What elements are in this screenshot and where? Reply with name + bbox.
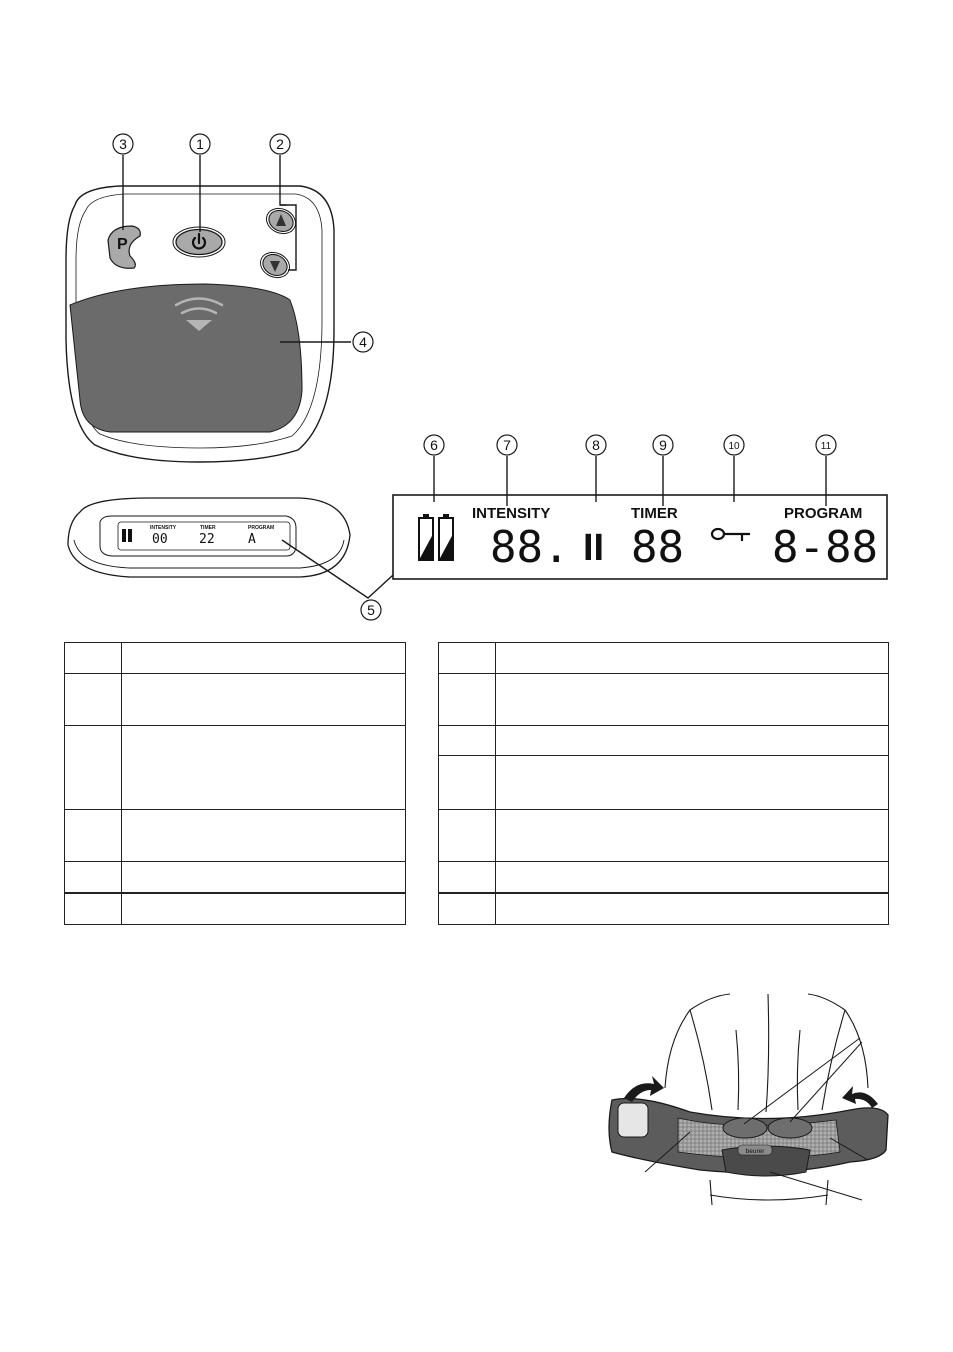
table-row <box>439 893 889 925</box>
lcd-intensity-digits: 88. <box>490 522 570 573</box>
table-row <box>439 674 889 726</box>
table-row <box>65 674 406 726</box>
callout-7: 7 <box>503 437 511 453</box>
lcd-timer-digits: 88 <box>631 522 684 573</box>
lcd-display-detail <box>393 495 887 579</box>
table-row <box>439 643 889 674</box>
callout-1: 1 <box>196 136 204 152</box>
small-label-program: PROGRAM <box>248 525 275 531</box>
program-button-label: P <box>117 236 128 253</box>
callout-9: 9 <box>659 437 667 453</box>
lcd-pause-symbol: II <box>583 527 605 569</box>
table-row <box>65 643 406 674</box>
callout-4: 4 <box>359 334 367 350</box>
callout-6: 6 <box>430 437 438 453</box>
callout-2: 2 <box>276 136 284 152</box>
table-row <box>65 726 406 810</box>
wrap-arrow-right-icon <box>842 1086 878 1108</box>
table-row <box>439 810 889 862</box>
power-button[interactable] <box>173 227 225 257</box>
lcd-label-intensity: INTENSITY <box>472 505 551 522</box>
controller-side-view <box>68 498 350 577</box>
callout-10: 10 <box>728 441 740 452</box>
lcd-program-digits: 8-88 <box>772 522 878 573</box>
table-row <box>439 862 889 893</box>
lcd-label-program: PROGRAM <box>784 505 863 522</box>
callout-8: 8 <box>592 437 600 453</box>
wrap-arrow-left-icon <box>624 1076 664 1102</box>
table-row <box>439 726 889 756</box>
small-label-intensity: INTENSITY <box>150 525 177 531</box>
small-value-program: A <box>248 532 256 547</box>
electrode-contact-pad <box>70 284 302 432</box>
small-label-timer: TIMER <box>200 525 216 531</box>
small-value-intensity: 00 <box>152 532 168 547</box>
callout-3: 3 <box>119 136 127 152</box>
lcd-label-timer: TIMER <box>631 505 678 522</box>
table-row <box>65 810 406 862</box>
legend-table-right <box>438 642 889 925</box>
table-row <box>439 756 889 810</box>
belt-illustration <box>609 994 888 1205</box>
table-row <box>65 893 406 925</box>
legend-table-left <box>64 642 406 925</box>
belt-brand-logo: beurer <box>745 1148 765 1155</box>
callout-5: 5 <box>367 602 375 618</box>
table-row <box>65 862 406 893</box>
small-value-timer: 22 <box>199 532 215 547</box>
callout-11: 11 <box>820 441 832 452</box>
